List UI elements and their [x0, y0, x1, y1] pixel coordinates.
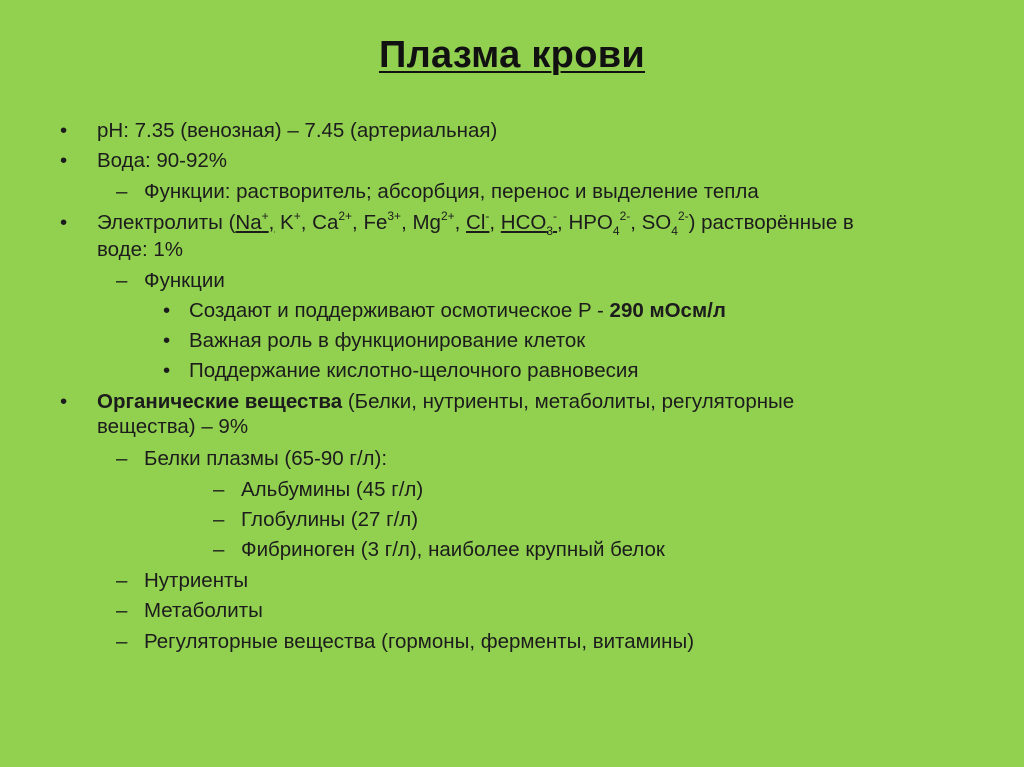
dash-marker: –	[116, 180, 128, 203]
ion-cl: Cl-	[466, 209, 490, 234]
bullet-marker: •	[60, 119, 68, 142]
electrolytes-line-2: воде: 1%	[97, 238, 183, 261]
water-text: Вода: 90-92%	[97, 149, 228, 172]
ph-text: pH: 7.35 (венозная) – 7.45 (артериальная)	[97, 119, 498, 142]
organic-line-2: вещества) – 9%	[97, 415, 249, 438]
bullet-marker: •	[60, 390, 68, 413]
ion-so4: , $SO_4^{2-}$	[630, 209, 689, 239]
electrolytes-function-item: Важная роль в функционирование клеток	[189, 329, 586, 352]
electrolytes-functions-label: Функции	[144, 269, 225, 292]
dash-marker: –	[213, 478, 225, 501]
ion-na: Na+,	[235, 209, 275, 234]
bullet-marker: •	[60, 211, 68, 234]
bullet-marker: •	[163, 359, 171, 382]
bullet-marker: •	[163, 299, 171, 322]
dash-marker: –	[116, 569, 128, 592]
protein-item: Глобулины (27 г/л)	[241, 508, 419, 531]
dash-marker: –	[116, 447, 128, 470]
electrolytes-suffix: ) растворённые в	[688, 211, 854, 234]
dash-marker: –	[116, 599, 128, 622]
bullet-marker: •	[163, 329, 171, 352]
proteins-label: Белки плазмы (65-90 г/л):	[144, 447, 388, 470]
electrolytes-function-item: Поддержание кислотно-щелочного равновесия	[189, 359, 639, 382]
ion-fe: , $Fe^{3+}$	[352, 209, 402, 234]
dash-marker: –	[116, 269, 128, 292]
water-functions: Функции: растворитель; абсорбция, перенос и выделение тепла	[144, 180, 759, 203]
slide-title: Плазма крови	[378, 34, 646, 76]
ion-hpo4: , $HPO_4^{2-}$	[557, 209, 631, 239]
electrolytes-line-1: Электролиты (Na+, K+, $Ca^{2+}$, $Fe^{3+}$, $Mg^{2+}$, Cl-, $HCO_3^-$, $HPO_4^{2-}$, $SO_4^{2-}$) растворённые в	[97, 209, 854, 239]
dash-marker: –	[213, 538, 225, 561]
nutrients-item: Нутриенты	[144, 569, 249, 592]
bullet-marker: •	[60, 149, 68, 172]
ion-ca: , $Ca^{2+}$	[300, 209, 353, 234]
electrolytes-function-item: Создают и поддерживают осмотическое P - 290 мОсм/л	[189, 299, 726, 322]
protein-item: Альбумины (45 г/л)	[241, 478, 424, 501]
regulators-item: Регуляторные вещества (гормоны, ферменты, витамины)	[144, 630, 695, 653]
ion-hco3: $HCO_3^-$	[500, 209, 558, 239]
ion-k: K+	[274, 209, 301, 234]
dash-marker: –	[213, 508, 225, 531]
protein-item: Фибриноген (3 г/л), наиболее крупный белок	[241, 538, 665, 561]
metabolites-item: Метаболиты	[144, 599, 263, 622]
organic-line-1: Органические вещества (Белки, нутриенты, метаболиты, регуляторные	[97, 390, 795, 413]
dash-marker: –	[116, 630, 128, 653]
ion-mg: , $Mg^{2+}$	[401, 209, 455, 234]
electrolytes-prefix: Электролиты (	[97, 211, 236, 234]
